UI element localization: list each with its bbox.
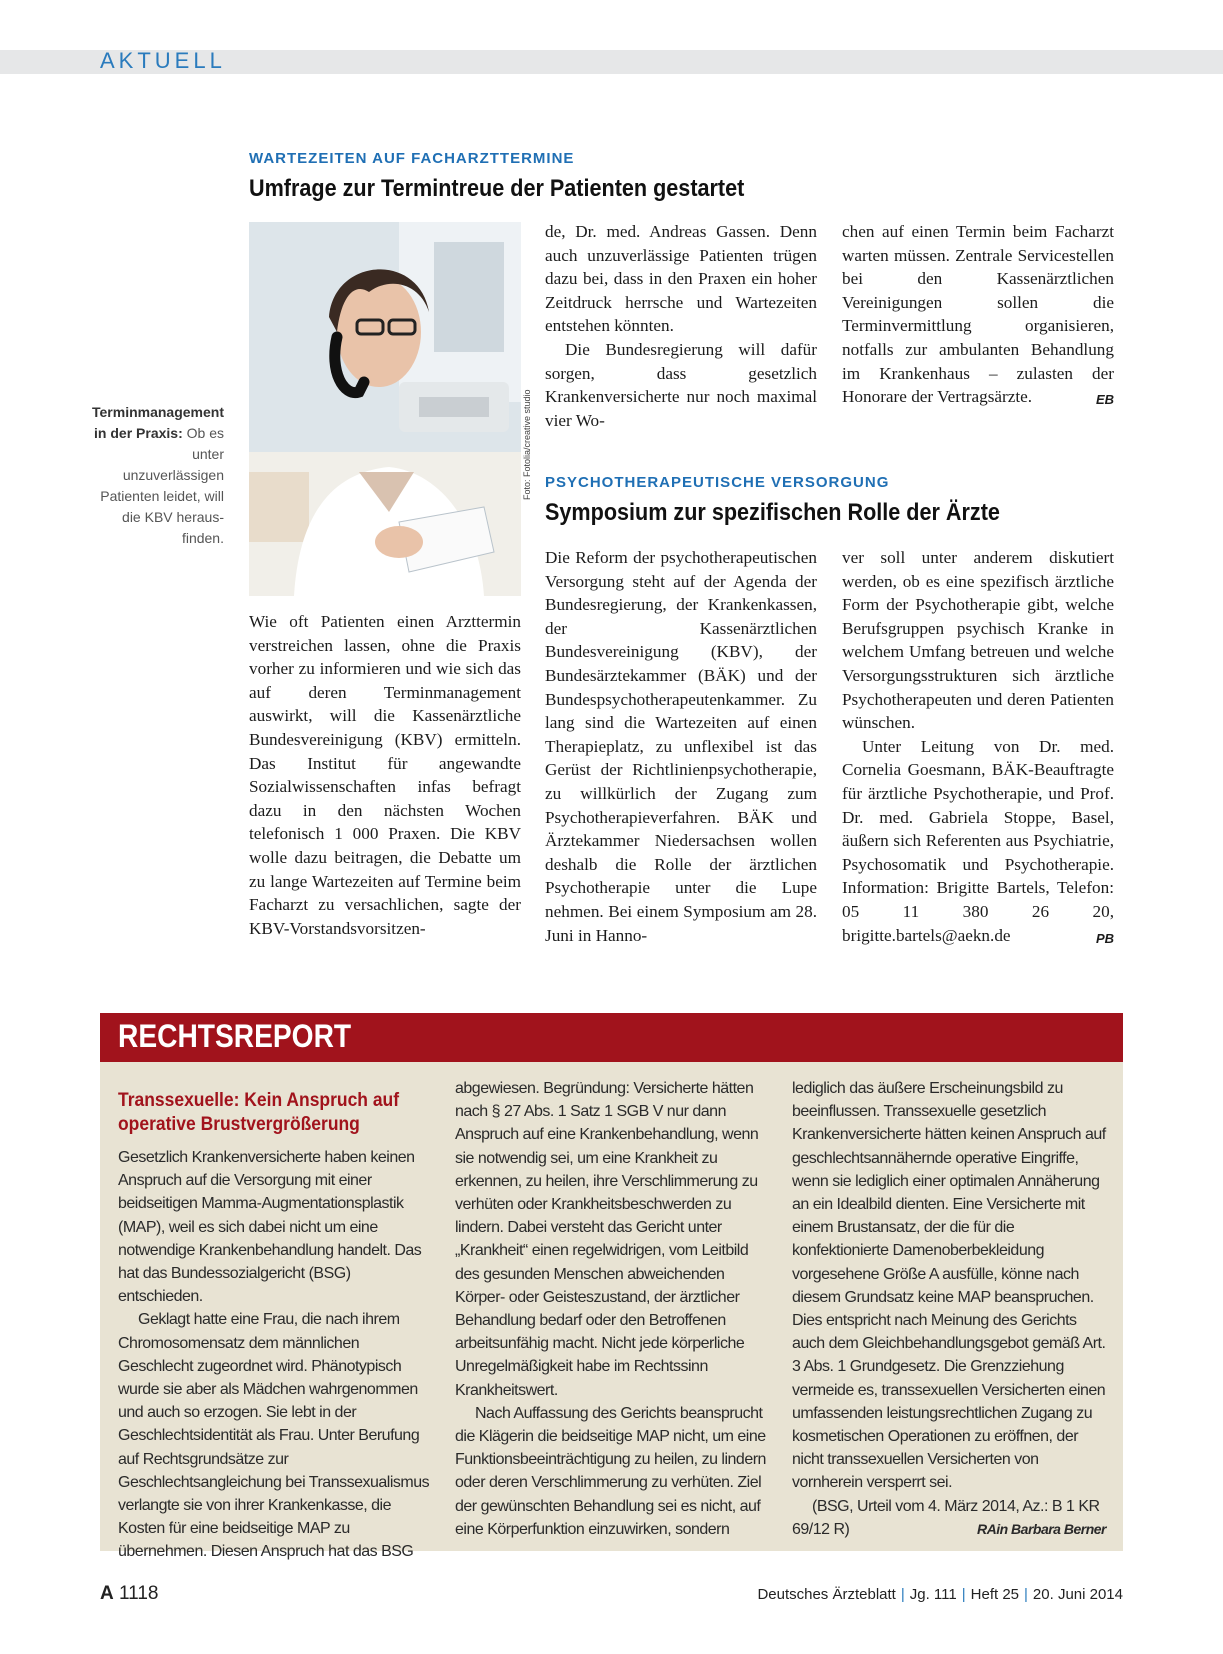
article1-col2-p2: Die Bundesregierung will dafür sorgen, dass gesetzlich Krankenversicherte nur noch maximal vier Wo-	[545, 339, 817, 430]
article2-col1-text: Die Reform der psychotherapeutischen Versorgung steht auf der Agenda der Bundesregierung, der Krankenkassen, der Kassenärztlichen Bundesvereinigung (KBV), der Bundesärztekammer (BÄK) und der Bundespsychotherapeutenkammer. Zu lang sind die Wartezeiten auf einen Therapieplatz, zu unflexibel ist das Gerüst der Richtlinienpsychotherapie, zu willkürlich der Zugang zum Psychotherapieverfahren. BÄK und Ärztekammer Niedersachsen wollen deshalb die Rolle der ärztlichen Psychotherapie unter die Lupe nehmen. Bei einem Symposium am 28. Juni in Hanno-	[545, 548, 817, 945]
article1-col3-text: chen auf einen Termin beim Facharzt warten müssen. Zentrale Servicestellen bei den Kassenärztlichen Vereinigungen sollen die Terminvermittlung organisieren, notfalls zur ambulanten Behandlung im Krankenhaus – zulasten der Honorare der Vertragsärzte.	[842, 222, 1114, 407]
journal-issue: Heft 25	[970, 1586, 1020, 1603]
caption-bold: Terminmanagement in der Praxis:	[92, 404, 224, 441]
article2-headline: Symposium zur spezifischen Rolle der Ärzte	[545, 499, 1000, 526]
article1-col2-p1: de, Dr. med. Andreas Gassen. Denn auch unzuverlässige Patienten trügen dazu bei, dass in den Praxen ein hoher Zeitdruck herrsche und Wartezeiten entstehen könnten.	[545, 222, 817, 336]
article2-column-1	[545, 546, 817, 947]
rechtsreport-col3-p1: lediglich das äußere Erscheinungsbild zu beeinflussen. Transsexuelle gesetzlich Krankenversicherte hätten keinen Anspruch auf geschlechtsannähernde operative Eingriffe, wenn sie lediglich einer optimalen Annäherung an ein Idealbild dienten. Eine Versicherte mit einem Brustansatz, der die für die konfektionierte Damenoberbekleidung vorgesehene Größe A ausfülle, könne nach diesem Grundsatz keine MAP beanspruchen. Dies entspricht nach Meinung des Gerichts auch dem Gleichbehandlungsgebot gemäß Art. 3 Abs. 1 Grundgesetz. Die Grenzziehung vermeide es, transsexuellen Versicherten einen umfassenden leistungsrechtlichen Zugang zu kosmetischen Operationen zu eröffnen, der nicht transsexuellen Versicherten von vornherein versperrt sei.	[792, 1080, 1106, 1492]
article1-column-3	[842, 220, 1114, 412]
article2-signature: PB	[1095, 930, 1114, 946]
rechtsreport-column-2	[455, 1077, 771, 1541]
article1-headline: Umfrage zur Termintreue der Patienten gestartet	[249, 175, 745, 202]
rechtsreport-headline: Transsexuelle: Kein Anspruch auf operative Brustvergrößerung	[118, 1090, 400, 1135]
rechtsreport-col1-p2: Geklagt hatte eine Frau, die nach ihrem Chromosomensatz dem männlichen Geschlecht zugeordnet wird. Phänotypisch wurde sie aber als Mädchen wahrgenommen und auch so erzogen. Sie lebt in der Geschlechtsidentität als Frau. Unter Berufung auf Rechtsgrundsätze zur Geschlechtsangleichung bei Transsexualismus verlangte sie von ihrer Krankenkasse, die Kosten für eine beidseitige MAP zu übernehmen. Diesen Anspruch hat das BSG	[118, 1311, 430, 1561]
journal-volume: Jg. 111	[909, 1586, 957, 1603]
page-number	[100, 1583, 158, 1605]
rechtsreport-column-1	[118, 1146, 434, 1564]
article2-col2-p1: ver soll unter anderem diskutiert werden, ob es eine spezifisch ärztliche Form der Psychotherapie gibt, welche Berufsgruppen psychisch Kranke in welchem Umfang betreuen und welche Versorgungsstrukturen sich ärztliche Psychotherapeuten und deren Patienten wünschen.	[842, 548, 1114, 733]
photo-credit: Foto: Fotolia/creative studio	[522, 389, 532, 500]
article1-signature: EB	[1095, 392, 1114, 408]
article1-column-1	[249, 610, 521, 940]
article1-kicker: WARTEZEITEN AUF FACHARZTTERMINE	[249, 150, 575, 167]
article2-column-2	[842, 546, 1114, 950]
journal-name: Deutsches Ärzteblatt	[757, 1586, 896, 1603]
photo-caption	[90, 402, 224, 549]
doctor-on-phone-image	[249, 222, 521, 596]
article2-kicker: PSYCHOTHERAPEUTISCHE VERSORGUNG	[545, 474, 890, 491]
section-title: AKTUELL	[100, 48, 226, 73]
rechtsreport-col2-p2: Nach Auffassung des Gerichts beansprucht die Klägerin die beidseitige MAP nicht, um eine Funktionsbeeinträchtigung zu heilen, zu lindern oder deren Verschlimmerung zu verhüten. Ziel der gewünschten Behandlung sei es nicht, auf eine Körperfunktion einzuwirken, sondern	[455, 1404, 766, 1538]
article1-col1-text: Wie oft Patienten einen Arzttermin verstreichen lassen, ohne die Praxis vorher zu informieren und wie sich das auf deren Terminmanagement auswirkt, will die Kassenärztliche Bundesvereinigung (KBV) ermitteln. Das Institut für angewandte Sozialwissenschaften infas befragt dazu in den nächsten Wochen telefonisch 1 000 Praxen. Die KBV wolle dazu beitragen, die Debatte um zu lange Wartezeiten auf Termine beim Facharzt zu versachlichen, sagte der KBV-Vorstandsvorsitzen-	[249, 612, 521, 938]
article1-photo	[249, 222, 521, 596]
rechtsreport-col3-p2: (BSG, Urteil vom 4. März 2014, Az.: B 1 KR 69/12 R)	[792, 1497, 1100, 1538]
article1-column-2	[545, 220, 817, 432]
rechtsreport-author: RAin Barbara Berner	[977, 1520, 1106, 1537]
rechtsreport-col2-p1: abgewiesen. Begründung: Versicherte hätten nach § 27 Abs. 1 Satz 1 SGB V nur dann Anspruch auf eine Krankenbehandlung, wenn sie notwendig sei, um eine Krankheit zu erkennen, zu heilen, ihre Verschlimmerung zu verhüten oder Krankheitsbeschwerden zu lindern. Dabei versteht das Gericht unter „Krankheit“ einen regelwidrigen, vom Leitbild des gesunden Menschen abweichenden Körper- oder Geisteszustand, der ärztlicher Behandlung bedarf oder den Betroffenen arbeitsunfähig macht. Nicht jede körperliche Unregelmäßigkeit habe im Rechtssinn Krankheitswert.	[455, 1080, 759, 1399]
rechtsreport-column-3	[792, 1077, 1106, 1541]
journal-date: 20. Juni 2014	[1032, 1586, 1123, 1603]
page-number-value: 1118	[119, 1583, 159, 1604]
rechtsreport-title: RECHTSREPORT	[118, 1018, 352, 1054]
page-prefix: A	[100, 1583, 114, 1604]
article2-col2-p2: Unter Leitung von Dr. med. Cornelia Goesmann, BÄK-Beauftragte für ärztliche Psychotherapie, und Prof. Dr. med. Gabriela Stoppe, Basel, äußern sich Referenten aus Psychiatrie, Psychosomatik und Psychotherapie. Information: Brigitte Bartels, Telefon: 05 11 380 26 20, brigitte.bartels@aekn.de	[842, 736, 1114, 945]
rechtsreport-col1-p1: Gesetzlich Krankenversicherte haben keinen Anspruch auf die Versorgung mit einer beidseitigen Mamma-Augmentationsplastik (MAP), weil es sich dabei nicht um eine notwendige Krankenbehandlung handelt. Das hat das Bundessozialgericht (BSG) entschieden.	[118, 1149, 422, 1306]
caption-text: Ob es unter unzuverlässigen Patienten leidet, will die KBV herausfinden.	[100, 425, 224, 546]
publication-info: Deutsches Ärzteblatt | Jg. 111 | Heft 25 | 20. Juni 2014	[757, 1586, 1123, 1603]
